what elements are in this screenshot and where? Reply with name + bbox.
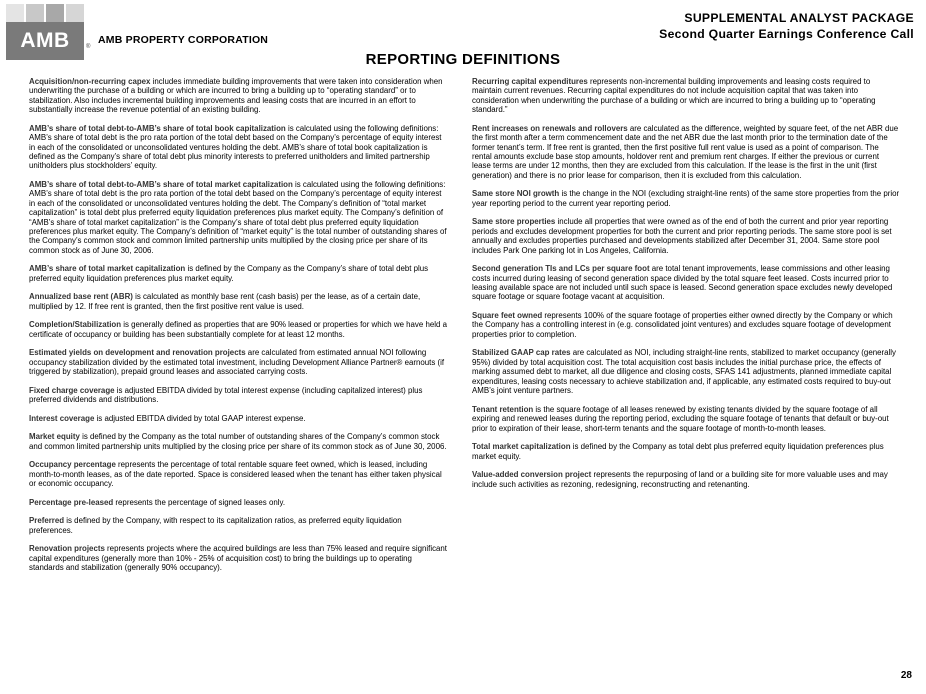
header-line-1: SUPPLEMENTAL ANALYST PACKAGE <box>684 11 914 25</box>
definition-term: Completion/Stabilization <box>29 320 122 330</box>
definition-term: Same store NOI growth <box>472 189 560 199</box>
definition-text: are calculated as NOI, including straight-line rents, stabilized to market occupancy (generally 95%) divided by total acquisition cost. The total acquisition cost basis includes the initial purchase price, the effects of marking assumed debt to market, all due diligence and closing costs, SFAS 141 adjustments, planned immediate capital expenditures, leasing costs necessary to achieve stabilization and, if applicable, any estimated costs required to buy-out AMB’s joint venture partners. <box>472 348 896 396</box>
definition-entry <box>29 460 447 488</box>
definition-entry <box>472 124 900 180</box>
definition-text: is generally defined as properties that are 90% leased or properties for which we have held a certificate of occupancy or building has been substantially complete for at least 12 months. <box>29 320 447 339</box>
definition-term: Occupancy percentage <box>29 460 116 470</box>
definition-entry <box>472 470 900 489</box>
definition-term: AMB’s share of total market capitalization <box>29 264 186 274</box>
definition-term: Renovation projects <box>29 544 105 554</box>
definition-text: are calculated as the difference, weighted by square feet, of the net ABR due the first month after a term commencement date and the net ABR due the last month prior to the termination date of the former tenant’s term. If free rent is granted, then the first positive full rent value is used as a point of comparison. The rental amounts exclude base stop amounts, holdover rent and premium rent charges. If either the previous or current lease terms are under 12 months, then they are excluded from this calculation. If the lease is the first in the unit (first generation) and there is no prior lease for comparison, then it is excluded from this calculation. <box>472 123 899 180</box>
definition-entry <box>29 414 447 423</box>
definition-text: are total tenant improvements, lease commissions and other leasing costs incurred during leasing of second generation space divided by the total square feet leased. Costs incurred prior to leasing available space are not included until such space is leased. Second generation space excludes newly developed square footage or square footage vacant at acquisition. <box>472 264 893 302</box>
definition-entry <box>29 264 447 283</box>
definition-text: represents projects where the acquired buildings are less than 75% leased and require significant capital expenditures (generally more than 10% - 25% of acquisition cost) to bring the buildings up to operating standards and stabilization (generally 90% occupancy). <box>29 544 447 573</box>
definition-text: are calculated from estimated annual NOI following occupancy stabilization divided by the estimated total investment, including Development Alliance Partner® earnouts (if triggered by stabilization), prepaid ground leases and associated carrying costs. <box>29 348 445 377</box>
right-definitions-column <box>472 77 900 498</box>
definition-entry <box>29 180 447 255</box>
definition-term: Preferred <box>29 516 65 526</box>
definition-term: Square feet owned <box>472 311 543 321</box>
definition-entry <box>29 292 447 311</box>
definition-term: Second generation TIs and LCs per square foot <box>472 264 650 274</box>
definition-entry <box>29 320 447 339</box>
definition-text: is defined by the Company, with respect to its capitalization ratios, as preferred equity liquidation preferences. <box>29 516 402 535</box>
definition-text: represents 100% of the square footage of properties either owned directly by the Company or which the Company has a controlling interest in (e.g. consolidated joint ventures) and excludes square footage of development properties prior to completion. <box>472 311 893 339</box>
definition-entry <box>29 124 447 171</box>
definition-text: is the change in the NOI (excluding straight-line rents) of the same store properties from the prior year reporting period to the current year reporting period. <box>472 189 900 208</box>
definition-text: represents non-incremental building improvements and leasing costs required to maintain current revenues. Recurring capital expenditures do not include acquisition capital that was taken into consideration when underwriting the purchase of a building or which are incurred to bring a building up to “operating standard.” <box>472 77 876 115</box>
definition-entry <box>29 544 447 572</box>
definition-text: is adjusted EBITDA divided by total interest expense (including capitalized interest) plus preferred dividends and distributions. <box>29 385 423 405</box>
definition-term: Market equity <box>29 432 80 442</box>
definition-term: Value-added conversion project <box>472 470 592 480</box>
company-name: AMB PROPERTY CORPORATION <box>98 34 269 46</box>
definition-term: Percentage pre-leased <box>29 497 114 507</box>
definition-text: include all properties that were owned as of the end of both the current and prior year reporting periods and excludes development properties for both the current and prior reporting periods. The same store pool is set annually and excludes properties purchased and developments stabilized after December 31, 2004. Same store pool includes Park One parking lot in Los Angeles, California. <box>472 217 892 255</box>
definition-entry <box>472 311 900 339</box>
definition-text: represents the repurposing of land or a building site for more valuable uses and may include such activities as rezoning, redesigning, reconstructing and retenanting. <box>472 470 888 489</box>
definition-entry <box>472 348 900 395</box>
definition-text: is calculated using the following definitions: AMB’s share of total debt is the pro rata portion of the total debt based on the Company’s percentage of equity interest in each of the consolidated or unconsolidated ventures holding the debt. AMB’s share of total book capitalization is defined as the Company’s share of total debt plus minority interests to preferred unitholders and limited partnership unitholders plus stockholders’ equity. <box>29 123 442 171</box>
definition-text: is defined by the Company as total debt plus preferred equity liquidation preferences plus market equity. <box>472 442 884 461</box>
header-line-2: Second Quarter Earnings Conference Call <box>659 27 914 41</box>
definition-text: is the square footage of all leases renewed by existing tenants divided by the square footage of all expiring and renewed leases during the reporting period, excluding the square footage of tenants that default or buy-out prior to expiration of their lease, short-term tenants and the square footage of month-to-month leases. <box>472 404 889 433</box>
definition-term: Fixed charge coverage <box>29 385 115 395</box>
report-header <box>659 10 914 42</box>
definition-text: is defined by the Company as the Company’s share of total debt plus preferred equity liquidation preferences plus market equity. <box>29 264 429 283</box>
definition-entry <box>472 405 900 433</box>
page-title: REPORTING DEFINITIONS <box>365 51 561 68</box>
definition-text: includes immediate building improvements that were taken into consideration when underwriting the purchase of a building or which are incurred to bring a building up to “operating standard” or to stabilization. Also includes incremental building improvements and leasing costs that are incurred in an effort to substantially increase the revenue potential of an existing building. <box>29 77 443 115</box>
left-definitions-column <box>29 77 447 582</box>
definition-text: represents the percentage of signed leases only. <box>113 497 286 507</box>
definition-entry <box>29 386 447 405</box>
definition-term: Stabilized GAAP cap rates <box>472 348 571 358</box>
definition-text: represents the percentage of total rentable square feet owned, which is leased, including month-to-month leases, as of the date reported. Space is considered leased when the tenant has either taken physical or economic occupancy. <box>29 460 442 489</box>
definition-term: AMB’s share of total debt-to-AMB’s share of total book capitalization <box>29 123 286 133</box>
definition-entry <box>472 189 900 208</box>
definition-entry <box>29 498 447 507</box>
logo-mark-text: AMB <box>6 22 84 60</box>
definition-text: is calculated using the following definitions: AMB’s share of total debt is the pro rata portion of the total debt based on the Company’s percentage of equity interest in each of the consolidated or unconsolidated ventures holding the debt. The Company’s definition of “total market capitalization” is total debt plus preferred equity liquidation preferences plus market equity. The Company’s definition of “AMB’s share of total market capitalization” is the Company’s share of total debt plus preferred equity liquidation preferences plus market equity. The Company’s definition of “market equity” is the total number of outstanding shares of the Company’s common stock and common limited partnership units multiplied by the closing price per share of its common stock as of June 30, 2006. <box>29 180 447 255</box>
definition-term: Acquisition/non-recurring capex <box>29 77 151 86</box>
definition-entry <box>472 442 900 461</box>
definition-text: is adjusted EBITDA divided by total GAAP interest expense. <box>94 413 306 423</box>
page-number: 28 <box>900 670 912 681</box>
definition-entry <box>29 348 447 376</box>
definition-term: AMB’s share of total debt-to-AMB’s share of total market capitalization <box>29 180 293 190</box>
definition-text: is defined by the Company as the total number of outstanding shares of the Company’s common stock and common limited partnership units multiplied by the closing price per share of its common stock as of June 30, 2006. <box>29 432 447 451</box>
definition-term: Recurring capital expenditures <box>472 77 588 86</box>
definition-term: Tenant retention <box>472 404 534 414</box>
definition-entry <box>472 217 900 255</box>
definition-entry <box>472 264 900 302</box>
definition-term: Estimated yields on development and renovation projects <box>29 348 246 358</box>
definition-entry <box>29 77 447 115</box>
definition-entry <box>29 516 447 535</box>
registered-mark: ® <box>86 44 91 50</box>
definition-term: Interest coverage <box>29 413 95 423</box>
definition-text: is calculated as monthly base rent (cash basis) per the lease, as of a certain date, multiplied by 12. If free rent is granted, then the first positive rent value is used. <box>29 292 421 311</box>
definition-term: Annualized base rent (ABR) <box>29 292 133 302</box>
definition-term: Rent increases on renewals and rollovers <box>472 123 628 133</box>
definition-term: Total market capitalization <box>472 442 571 452</box>
definition-entry <box>472 77 900 115</box>
definition-term: Same store properties <box>472 217 556 227</box>
definition-entry <box>29 432 447 451</box>
